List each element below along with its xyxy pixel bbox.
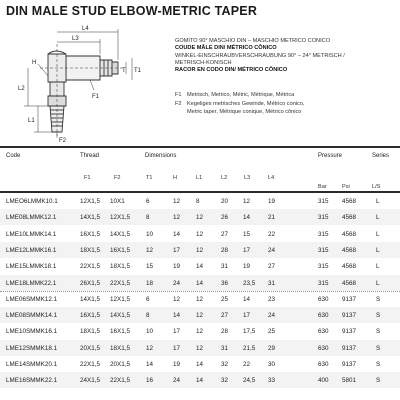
cell-t1: 12	[146, 246, 154, 254]
desc-line-3: WINKEL-EINSCHRAUBVERSCHRAUBUNG 90° – 24° METRISCH /	[175, 52, 345, 59]
cell-f2: 14X1,5	[110, 312, 130, 320]
cell-l2: 28	[221, 328, 229, 336]
cell-series: L	[376, 279, 380, 287]
cell-f1: 22X1,5	[80, 263, 100, 271]
cell-bar: 630	[318, 312, 329, 320]
cell-l2: 26	[221, 214, 229, 222]
table-row	[0, 275, 400, 291]
cell-l4: 31	[268, 279, 276, 287]
table-top-rule	[0, 146, 400, 148]
cell-t1: 18	[146, 279, 154, 287]
cell-l4: 27	[268, 263, 276, 271]
cell-psi: 4568	[342, 279, 357, 287]
sub-t1: T1	[146, 175, 153, 181]
cell-psi: 9137	[342, 295, 357, 303]
cell-l1: 12	[196, 344, 204, 352]
cell-l4: 24	[268, 312, 276, 320]
cell-f1: 14X1,5	[80, 214, 100, 222]
cell-t1: 6	[146, 198, 150, 205]
cell-l1: 14	[196, 361, 204, 368]
note-f1-key: F1	[175, 92, 182, 98]
cell-code: LME14SMMK20.1	[6, 361, 58, 368]
cell-l2: 32	[221, 377, 229, 385]
cell-l3: 17	[243, 246, 251, 254]
cell-bar: 630	[318, 361, 329, 368]
label-l4: L4	[82, 26, 89, 32]
cell-h: 17	[173, 246, 181, 254]
table-row	[0, 307, 400, 323]
cell-t1: 6	[146, 295, 150, 303]
cell-code: LME12LMMK16.1	[6, 246, 57, 254]
cell-psi: 9137	[342, 361, 357, 368]
note-f2	[175, 101, 397, 116]
label-f2: F2	[59, 138, 67, 144]
cell-bar: 315	[318, 263, 329, 271]
sub-psi: Psi	[342, 184, 350, 190]
table-row	[0, 291, 400, 307]
cell-psi: 4568	[342, 198, 357, 205]
cell-bar: 315	[318, 279, 329, 287]
cell-l2: 27	[221, 312, 229, 320]
page-title: DIN MALE STUD ELBOW-METRIC TAPER	[6, 4, 258, 18]
cell-t1: 16	[146, 377, 154, 385]
cell-f2: 18X1,5	[110, 263, 130, 271]
cell-l1: 12	[196, 328, 204, 336]
header-dimensions: Dimensions	[145, 153, 177, 159]
cell-code: LMEO6LMMK10.1	[6, 198, 58, 205]
cell-t1: 14	[146, 361, 154, 368]
cell-h: 14	[173, 312, 181, 320]
cell-h: 24	[173, 279, 181, 287]
cell-series: S	[376, 295, 381, 303]
cell-h: 17	[173, 344, 181, 352]
cell-psi: 9137	[342, 344, 357, 352]
sub-l3: L3	[244, 175, 251, 181]
cell-code: LME10LMMK14.1	[6, 230, 57, 238]
cell-h: 17	[173, 328, 181, 336]
cell-l2: 20	[221, 198, 229, 205]
note-f2-text-1: Kegeliges metrisches Gewinde, Métrico conico,	[187, 101, 305, 108]
cell-f1: 18X1,5	[80, 246, 100, 254]
desc-line-1: GOMITO 90° MASCHIO DIN – MASCHIO METRICO CONICO	[175, 38, 331, 44]
cell-f1: 16X1,5	[80, 230, 100, 238]
sub-l2: L2	[221, 175, 228, 181]
desc-line-4: METRISCH-KONISCH	[175, 59, 232, 66]
cell-l2: 31	[221, 344, 229, 352]
cell-l3: 15	[243, 230, 251, 238]
cell-h: 12	[173, 295, 181, 303]
cell-code: LME08LMMK12.1	[6, 214, 57, 222]
cell-f2: 22X1,5	[110, 279, 130, 287]
cell-l3: 14	[243, 295, 251, 303]
sub-f2: F2	[114, 175, 121, 181]
fitting-drawing	[4, 24, 164, 144]
cell-bar: 630	[318, 344, 329, 352]
cell-l2: 36	[221, 279, 229, 287]
cell-l2: 25	[221, 295, 229, 303]
cell-l3: 17	[243, 312, 251, 320]
cell-l2: 32	[221, 361, 229, 368]
cell-bar: 630	[318, 328, 329, 336]
cell-l4: 19	[268, 198, 276, 205]
description	[175, 38, 397, 74]
cell-l3: 19	[243, 263, 251, 271]
cell-t1: 10	[146, 328, 154, 336]
cell-l4: 21	[268, 214, 276, 222]
note-f1	[175, 92, 397, 99]
sub-h: H	[173, 175, 178, 181]
cell-l1: 14	[196, 279, 204, 287]
cell-code: LME06SMMK12.1	[6, 295, 58, 303]
header-pressure: Pressure	[318, 153, 343, 159]
cell-l4: 29	[268, 344, 276, 352]
cell-t1: 12	[146, 344, 154, 352]
cell-series: L	[376, 198, 380, 205]
label-h: H	[32, 60, 37, 66]
cell-f2: 10X1	[110, 198, 125, 205]
cell-psi: 9137	[342, 312, 357, 320]
cell-f1: 16X1,5	[80, 312, 100, 320]
cell-l4: 33	[268, 377, 276, 385]
cell-f2: 22X1,5	[110, 377, 130, 385]
cell-l3: 24,5	[243, 377, 256, 385]
note-f2-key: F2	[175, 101, 182, 108]
cell-l1: 12	[196, 214, 204, 222]
table-row	[0, 242, 400, 258]
cell-code: LME18LMMK22.1	[6, 279, 57, 287]
sub-l1: L1	[196, 175, 203, 181]
label-l2: L2	[18, 86, 25, 92]
cell-bar: 630	[318, 295, 329, 303]
cell-h: 12	[173, 198, 181, 205]
cell-t1: 8	[146, 214, 150, 222]
cell-t1: 8	[146, 312, 150, 320]
cell-t1: 10	[146, 230, 154, 238]
cell-f2: 12X1,5	[110, 295, 130, 303]
cell-series: S	[376, 361, 381, 368]
cell-code: LME10SMMK16.1	[6, 328, 58, 336]
label-l3: L3	[72, 36, 79, 42]
header-code: Code	[6, 153, 21, 159]
cell-psi: 9137	[342, 328, 357, 336]
cell-h: 19	[173, 263, 181, 271]
cell-l3: 23,5	[243, 279, 256, 287]
cell-f1: 22X1,5	[80, 361, 100, 368]
cell-l1: 8	[196, 198, 200, 205]
header-thread: Thread	[80, 153, 100, 159]
cell-code: LME08SMMK14.1	[6, 312, 58, 320]
label-l1: L1	[28, 118, 35, 124]
cell-f1: 14X1,5	[80, 295, 100, 303]
label-f1: F1	[92, 94, 100, 100]
cell-code: LME16SMMK22.1	[6, 377, 58, 385]
cell-f2: 20X1,5	[110, 361, 130, 368]
cell-t1: 15	[146, 263, 154, 271]
cell-bar: 315	[318, 198, 329, 205]
cell-f2: 18X1,5	[110, 344, 130, 352]
cell-series: S	[376, 312, 381, 320]
cell-l3: 21,5	[243, 344, 256, 352]
table-row	[0, 226, 400, 242]
cell-bar: 315	[318, 246, 329, 254]
label-t: T	[122, 68, 126, 74]
cell-f1: 18X1,5	[80, 328, 100, 336]
cell-series: S	[376, 344, 381, 352]
cell-l1: 14	[196, 377, 204, 385]
cell-l1: 12	[196, 295, 204, 303]
cell-f1: 12X1,5	[80, 198, 100, 205]
cell-bar: 315	[318, 214, 329, 222]
cell-psi: 4568	[342, 214, 357, 222]
sub-bar: Bar	[318, 184, 327, 190]
cell-series: S	[376, 328, 381, 336]
cell-f1: 20X1,5	[80, 344, 100, 352]
cell-f1: 24X1,5	[80, 377, 100, 385]
cell-bar: 315	[318, 230, 329, 238]
cell-l4: 24	[268, 246, 276, 254]
cell-l2: 28	[221, 246, 229, 254]
cell-code: LME12SMMK18.1	[6, 344, 58, 352]
table-row	[0, 340, 400, 356]
cell-psi: 4568	[342, 246, 357, 254]
sub-f1: F1	[84, 175, 91, 181]
cell-series: S	[376, 377, 381, 385]
cell-series: L	[376, 230, 380, 238]
cell-l4: 30	[268, 361, 276, 368]
cell-l1: 14	[196, 263, 204, 271]
cell-psi: 4568	[342, 263, 357, 271]
cell-series: L	[376, 263, 380, 271]
header-series: Series	[372, 153, 390, 159]
sub-ls: L/S	[372, 184, 381, 190]
sub-l4: L4	[268, 175, 275, 181]
cell-code: LME15LMMK18.1	[6, 263, 57, 271]
cell-bar: 400	[318, 377, 329, 385]
cell-l1: 12	[196, 312, 204, 320]
table-row	[0, 258, 400, 274]
table-row	[0, 193, 400, 209]
cell-h: 19	[173, 361, 181, 368]
cell-l2: 31	[221, 263, 229, 271]
thread-notes	[175, 92, 397, 118]
cell-psi: 5801	[342, 377, 357, 385]
cell-l3: 14	[243, 214, 251, 222]
cell-l2: 27	[221, 230, 229, 238]
table-row	[0, 372, 400, 388]
cell-l1: 12	[196, 230, 204, 238]
cell-h: 12	[173, 214, 181, 222]
cell-f1: 26X1,5	[80, 279, 100, 287]
table-row	[0, 209, 400, 225]
cell-series: L	[376, 214, 380, 222]
cell-h: 24	[173, 377, 181, 385]
cell-l4: 25	[268, 328, 276, 336]
cell-l4: 23	[268, 295, 276, 303]
table-row	[0, 356, 400, 372]
cell-l3: 12	[243, 198, 251, 205]
cell-series: L	[376, 246, 380, 254]
cell-l3: 22	[243, 361, 251, 368]
cell-l1: 12	[196, 246, 204, 254]
desc-line-5: RACOR EN CODO DIN/ MÉTRICO CÔNICO	[175, 67, 288, 74]
table-row	[0, 323, 400, 339]
cell-psi: 4568	[342, 230, 357, 238]
cell-l3: 17,5	[243, 328, 256, 336]
desc-line-2: COUDE MÂLE DIN/ MÉTRICO CÔNICO	[175, 45, 277, 52]
cell-f2: 14X1,5	[110, 230, 130, 238]
cell-f2: 16X1,5	[110, 246, 130, 254]
cell-h: 14	[173, 230, 181, 238]
label-t1: T1	[134, 68, 142, 74]
note-f2-text-2: Metric taper, Métrique conique, Métrico cônico	[187, 108, 302, 115]
cell-f2: 16X1,5	[110, 328, 130, 336]
cell-f2: 12X1,5	[110, 214, 130, 222]
note-f1-text: Metrisch, Metrico, Métric, Métrique, Métrica	[187, 92, 295, 98]
cell-l4: 22	[268, 230, 276, 238]
